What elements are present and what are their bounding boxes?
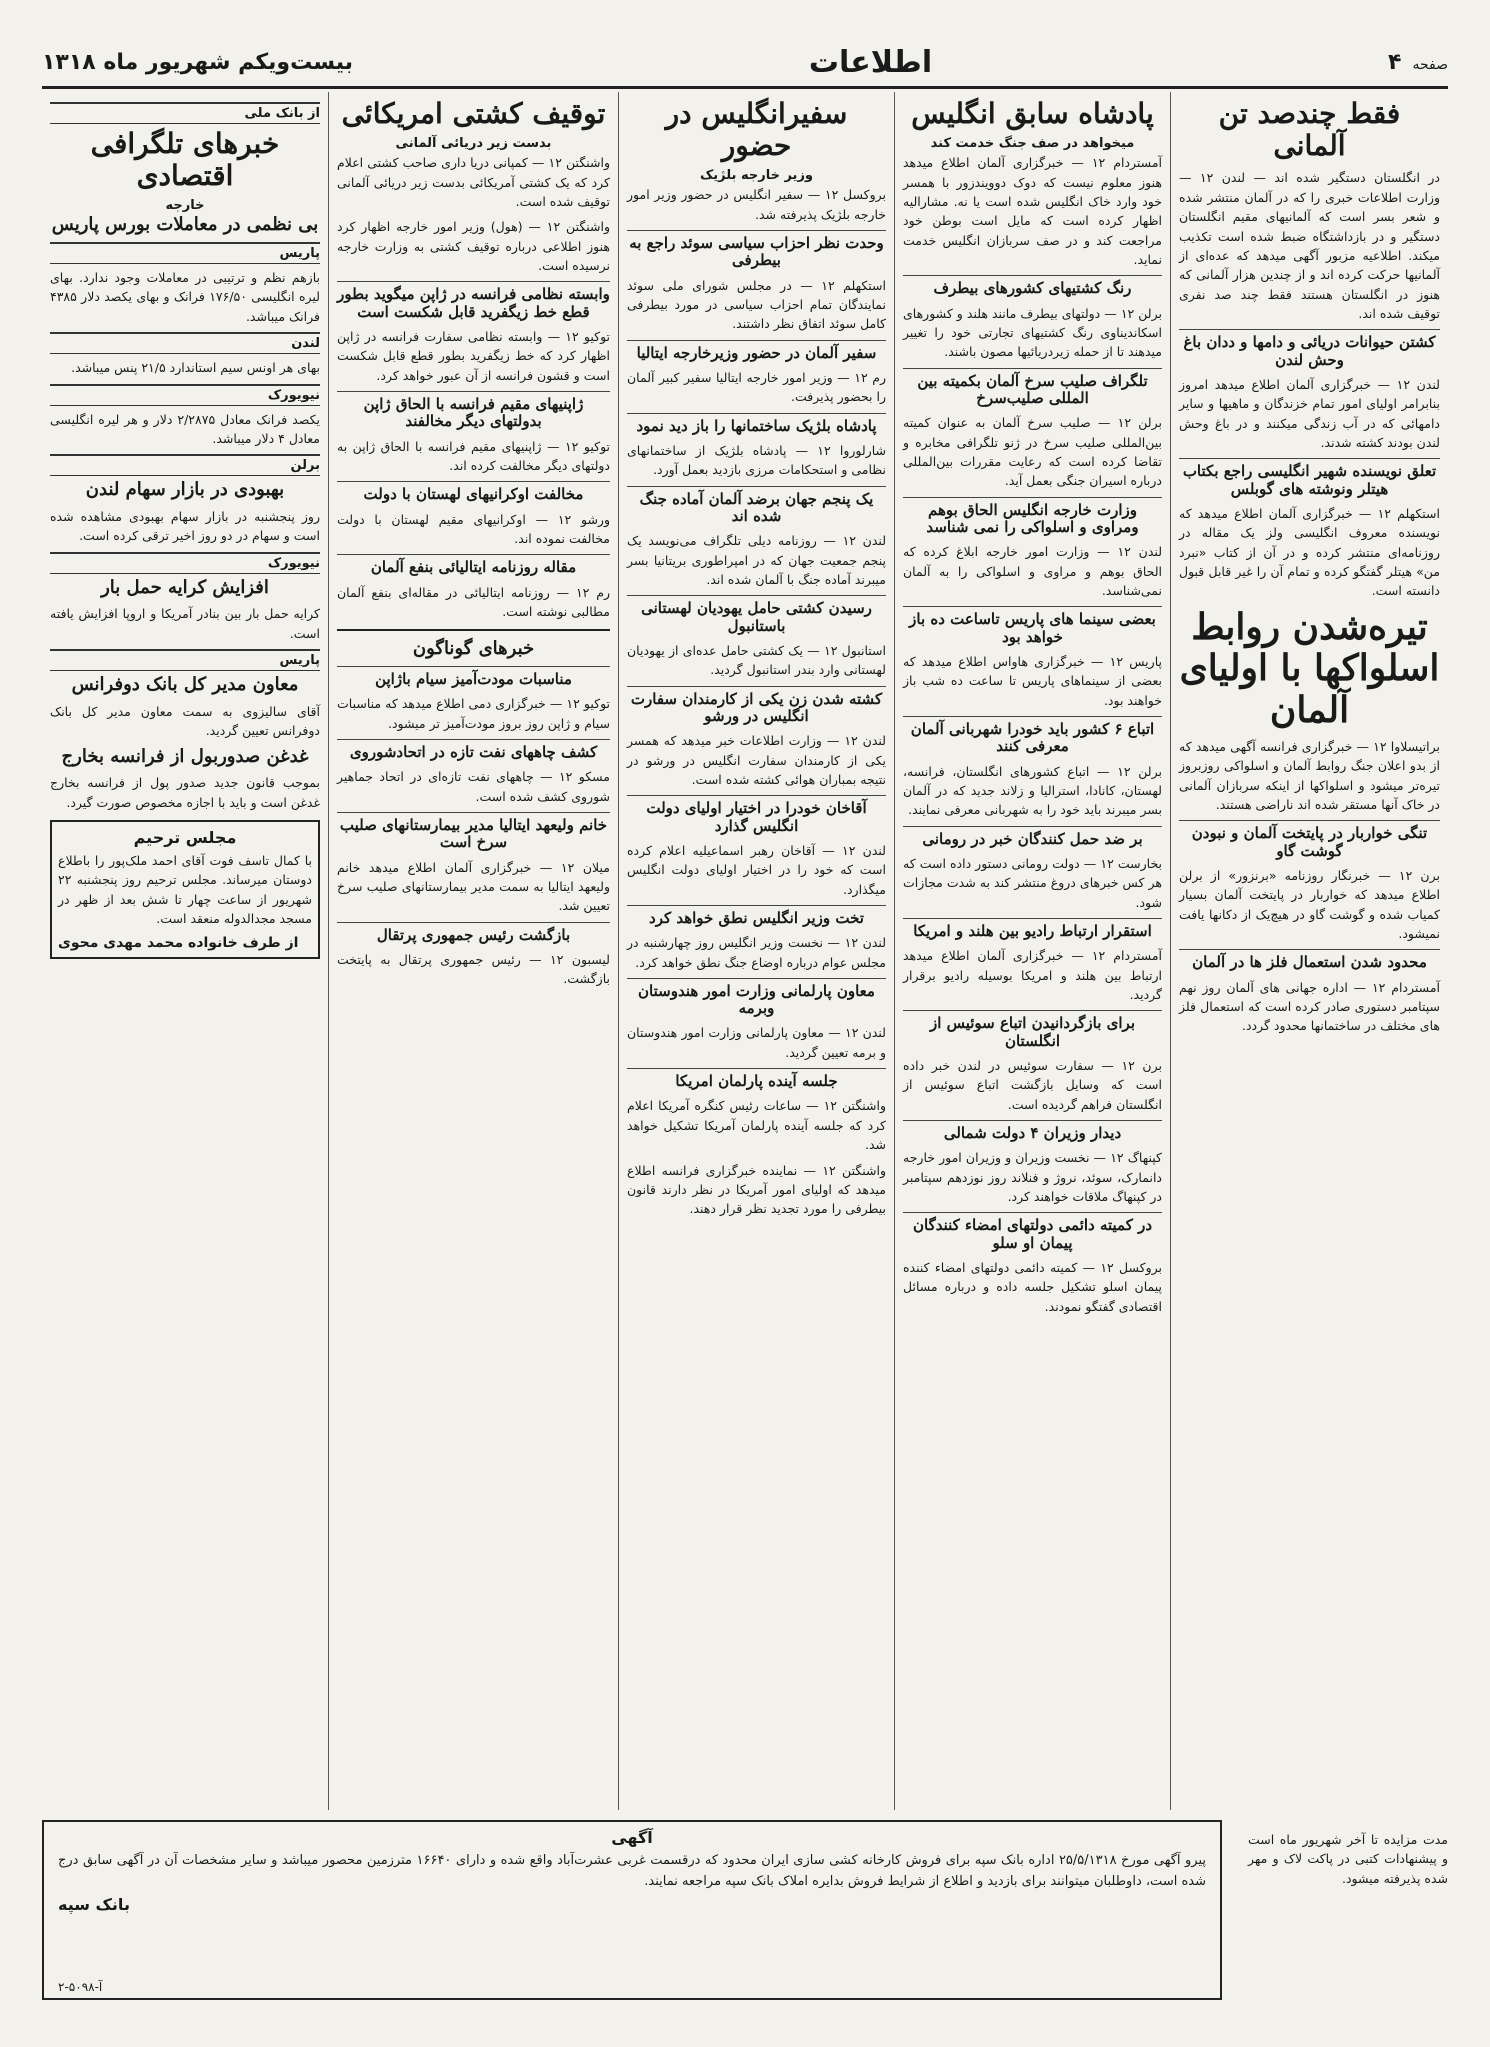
article-text: آمستردام ۱۲ — خبرگزاری آلمان اطلاع میدهد هنوز معلوم نیست که دوک دوویندزور با همسر خود وارد خاک انگلیس شده است یا نه. مشارالیه اظهار کرده است که مایل است بوطن خود مراجعت کند و در صف سربازان انگلیس خدمت نماید. [903,155,1163,268]
article-text: آقای سالیزوی به سمت معاون مدیر کل بانک دوفرانس تعیین گردید. [50,703,320,739]
article-text: شارلوروا ۱۲ — پادشاه بلژیک از ساختمانهای نظامی و استحکامات مرزی بازدید بعمل آورد. [627,443,886,478]
subheadline: وزیر خارجه بلژیک [699,168,814,184]
article-text: کپنهاگ ۱۲ — نخست وزیران و وزیران امور خارجه دانمارک، سوئد، نروژ و فنلاند روز نوزدهم سپتامبر در کپنهاگ ملاقات خواهند کرد. [903,1150,1162,1205]
headline: تعلق نویسنده شهیر انگلیسی راجع بکتاب هیتلر ونوشته های گوبلس [1179,458,1440,498]
headline: معاون مدیر کل بانک دوفرانس [71,674,299,696]
headline: بی نظمی در معاملات بورس پاریس [51,214,319,236]
headline: توقیف کشتی امریکائی [341,97,606,130]
article-text: پاریس ۱۲ — خبرگزاری هاواس اطلاع میدهد که بعضی از سینماهای پاریس تا ساعت ده شب باز خواهند بود. [903,653,1162,708]
article-text: ورشو ۱۲ — اوکرانیهای مقیم لهستان با دولت مخالفت نموده اند. [337,511,610,546]
article-text: لندن ۱۲ — وزارت اطلاعات خبر میدهد که همسر یکی از کارمندان سفارت انگلیس در ورشو در نتیجه بمباران هوائی کشته شده است. [627,733,886,787]
section-title: خبرهای گوناگون [412,638,535,660]
article-text: کرایه حمل بار بین بنادر آمریکا و اروپا افزایش یافته است. [50,606,320,641]
article-text: استکهلم ۱۲ — در مجلس شورای ملی سوئد نمایندگان تمام احزاب سیاسی در مورد بیطرفی کامل سوئد اتفاق نظر داشتند. [627,277,886,332]
article-text: واشنگتن ۱۲ — کمپانی دریا داری صاحب کشتی اعلام کرد که یک کشتی آمریکائی بدست زیر دریائی آلمانی توقیف شده است. [337,155,610,209]
paper-name: اطلاعات [808,44,933,80]
page-number: صفحه ۴ [1387,49,1448,75]
headline: جلسه آینده پارلمان امریکا [627,1068,886,1090]
ad-title: آگهی [611,1828,653,1847]
headline: بازگشت رئیس جمهوری پرتقال [337,922,610,944]
article-text: توکیو ۱۲ — خبرگزاری دمی اطلاع میدهد که مناسبات سیام و ژاپن روز بروز مودت‌آمیز تر میشود. [337,696,611,731]
article-text: لیسبون ۱۲ — رئیس جمهوری پرتقال به پایتخت بازگشت. [337,951,610,987]
headline: سفیرانگلیس در حضور [665,97,848,163]
headline: بهبودی در بازار سهام لندن [85,479,285,501]
city-label: پاریس [50,649,320,671]
article-text: میلان ۱۲ — خبرگزاری آلمان اطلاع میدهد خانم ولیعهد ایتالیا به سمت مدیر بیمارستانهای صلیب سرخ تعیین شد. [337,859,610,914]
article-text: توکیو ۱۲ — ژاپنیهای مقیم فرانسه با الحاق ژاپن به دولتهای دیگر مخالفت کرده اند. [337,438,611,473]
headline: بر ضد حمل کنندگان خبر در رومانی [903,826,1162,848]
headline: آقاخان خودرا در اختیار اولیای دولت انگلیس گذارد [627,795,886,835]
city-label: لندن [50,332,320,354]
ad-signature: بانک سپه [58,1894,130,1914]
article-text: لندن ۱۲ — نخست وزیر انگلیس روز چهارشنبه در مجلس عوام درباره اوضاع جنگ نطق خواهد کرد. [627,935,887,970]
article-text: استکهلم ۱۲ — خبرگزاری آلمان اطلاع میدهد که نویسنده معروف انگلیسی ولز یک مقاله در روزنامه‌ای منتشر کرده و در آن از کتاب «نبرد من» هیتلر گفتگو کرده و تمام آن را غیر قابل قبول دانسته است. [1179,505,1440,599]
article-text: بموجب قانون جدید صدور پول از فرانسه بخارج غدغن است و باید با اجازه مخصوص صورت گیرد. [50,775,320,810]
column-4 [328,92,618,1810]
headline: معاون پارلمانی وزارت امور هندوستان وبرمه [627,978,886,1018]
article-text: بروکسل ۱۲ — کمیته دائمی دولتهای امضاء کننده پیمان اسلو تشکیل جلسه داده و درباره مسائل اقتصادی گفتگو نمودند. [903,1259,1162,1314]
headline: خانم ولیعهد ایتالیا مدیر بیمارستانهای صلیب سرخ است [337,812,610,852]
headline: مناسبات مودت‌آمیز سیام باژاپن [337,666,610,688]
subheadline: خارجه [165,198,205,214]
column-1 [1170,92,1448,1810]
headline: افزایش کرایه حمل بار [101,576,269,598]
headline: رسیدن کشتی حامل یهودیان لهستانی باستانبول [627,595,886,635]
headline: مقاله روزنامه ایتالیائی بنفع آلمان [337,554,610,576]
article-text: واشنگتن ۱۲ — نماینده خبرگزاری فرانسه اطلاع میدهد که اولیای امور آمریکا در نظر دارند قانون بیطرفی را مورد تجدید نظر قرار دهند. [627,1162,887,1217]
headline: تیره‌شدن روابط اسلواکها با اولیای آلمان [1179,605,1440,731]
article-text: رم ۱۲ — وزیر امور خارجه ایتالیا سفیر کبیر آلمان را بحضور پذیرفت. [627,370,886,405]
headline: فقط چندصد تن آلمانی [1218,97,1401,163]
article-text: توکیو ۱۲ — وابسته نظامی سفارت فرانسه در ژاپن اظهار کرد که خط زیگفرید بطور قطع قابل شکست است و قشون فرانسه از آن عبور خواهد کرد. [337,328,611,383]
headline: ژاپنیهای مقیم فرانسه با الحاق ژاپن بدولتهای دیگر مخالفند [337,391,610,431]
columns [42,92,1448,1810]
masthead [42,38,1448,89]
city-label: نیویورک [50,384,320,406]
mourning-text: با کمال تاسف فوت آقای احمد ملک‌پور را باطلاع دوستان میرساند. مجلس ترحیم روز پنجشنبه ۲۲ شهریور از ساعت چهار تا شش بعد از ظهر در مسجد مجدالدوله منعقد است. [58,853,312,927]
article-text: رم ۱۲ — روزنامه ایتالیائی در مقاله‌ای بنفع آلمان مطالبی نوشته است. [337,584,610,619]
subheadline: بدست زیر دریائی آلمانی [395,136,552,152]
side-note: مدت مزایده تا آخر شهریور ماه است و پیشنهادات کتبی در پاکت لاک و مهر شده پذیرفته میشود. [1248,1832,1448,1886]
headline: پادشاه سابق انگلیس [911,97,1154,130]
headline: تلگراف صلیب سرخ آلمان بکمیته بین المللی صلیب‌سرخ [903,368,1162,408]
article-text: برن ۱۲ — خبرنگار روزنامه «برنزور» از برلن اطلاع میدهد که خواربار در پایتخت آلمان بسیار کمیاب شده و گوشت گاو در هیچ‌یک از دکانها یافت نمیشود. [1179,867,1440,942]
article-text: در انگلستان دستگیر شده اند — لندن ۱۲ — وزارت اطلاعات خبری را که در آلمان منتشر شده و شعر بسر است که آلمانیهای مقیم انگلستان دستگیر و در بازداشتگاه ضبط شده است تکذیب میکند. اطلاعیه مزبور آگهی میدهد که عده‌ای از آلمانیها حرکت کرده اند و از چندین هزار آلمانی که هنوز در انگلستان هستند فقط چند صد نفری توقیف شده اند. [1179,170,1440,321]
headline: وابسته نظامی فرانسه در ژاپن میگوید بطور قطع خط زیگفرید قابل شکست است [337,281,610,321]
headline: اتباع ۶ کشور باید خودرا شهربانی آلمان معرفی کنند [903,716,1162,756]
headline: کشتن حیوانات دریائی و دامها و ددان باغ وحش لندن [1179,329,1440,369]
article-text: لندن ۱۲ — وزارت امور خارجه ابلاغ کرده که الحاق بوهم و مراوی و اسلواکی را به آلمان نمی‌شناسد. [903,544,1163,599]
headline: بعضی سینما های پاریس تاساعت ده باز خواهد بود [903,606,1162,646]
subheadline: میخواهد در صف جنگ خدمت کند [930,136,1135,152]
mourning-title: مجلس ترحیم [133,828,237,848]
article-text: آمستردام ۱۲ — اداره جهانی های آلمان روز نهم سپتامبر دستوری صادر کرده است که استعمال فلز های مختلف در ساختمانها محدود گردد. [1179,979,1440,1034]
divider [337,629,610,631]
headline: کشف چاههای نفت تازه در اتحادشوروی [337,739,610,761]
article-text: لندن ۱۲ — روزنامه دیلی تلگراف می‌نویسد یک پنجم جمعیت جهان که در امپراطوری بریتانیا بسر میبرند آماده جنگ با آلمان شده اند. [627,533,887,587]
headline: پادشاه بلژیک ساختمانها را باز دید نمود [627,413,886,435]
article-text: واشنگتن ۱۲ — ساعات رئیس کنگره آمریکا اعلام کرد که جلسه آینده پارلمان آمریکا تشکیل خواهد شد. [627,1098,886,1153]
headline: برای بازگردانیدن اتباع سوئیس از انگلستان [903,1010,1162,1050]
headline: تخت وزیر انگلیس نطق خواهد کرد [627,905,886,927]
article-text: بخارست ۱۲ — دولت رومانی دستور داده است که هر کس خبرهای دروغ منتشر کند به شدت مجازات شود. [903,855,1162,910]
article-text: برلن ۱۲ — اتباع کشورهای انگلستان، فرانسه، لهستان، کانادا، استرالیا و زلاند جدید که در آلمان بسر میبرند باید خود را به شهربانی معرفی نمایند. [903,763,1162,818]
headline: تنگی خواربار در پایتخت آلمان و نبودن گوشت گاو [1179,820,1440,860]
issue-date: بیست‌ویکم شهریور ماه ۱۳۱۸ [42,49,354,75]
headline: محدود شدن استعمال فلز ها در آلمان [1179,949,1440,971]
ad-code: آ-۵۰۹۸-۲ [58,1980,103,1994]
headline: مخالفت اوکرانیهای لهستان با دولت [337,481,610,503]
headline: رنگ کشتیهای کشورهای بیطرف [903,275,1162,297]
article-text: بازهم نظم و ترتیبی در معاملات وجود ندارد. بهای لیره انگلیسی ۱۷۶/۵۰ فرانک و بهای یکصد دلار ۴۳۸۵ فرانک میباشد. [50,270,320,324]
column-3 [618,92,894,1810]
article-text: یکصد فرانک معادل ۲/۲۸۷۵ دلار و هر لیره انگلیسی معادل ۴ دلار میباشد. [50,411,320,446]
city-label: برلن [50,454,320,476]
headline: سفیر آلمان در حضور وزیرخارجه ایتالیا [627,340,886,362]
city-label: نیویورک [50,552,320,574]
headline: در کمیته دائمی دولتهای امضاء کنندگان پیمان او سلو [903,1212,1162,1252]
headline: یک پنجم جهان برضد آلمان آماده جنگ شده اند [627,486,886,526]
headline: غدغن صدوربول از فرانسه بخارج [61,745,309,767]
headline: دیدار وزیران ۴ دولت شمالی [903,1120,1162,1142]
section-label: از بانک ملی [50,102,320,124]
article-text: آمستردام ۱۲ — خبرگزاری آلمان اطلاع میدهد ارتباط بین هلند و امریکا بوسیله رادیو برقرار گردید. [903,948,1163,1003]
article-text: واشنگتن ۱۲ — (هول) وزیر امور خارجه اظهار کرد هنوز اطلاعی درباره توقیف کشتی به وزارت خارجه نرسیده است. [337,219,610,274]
article-text: براتیسلاوا ۱۲ — خبرگزاری فرانسه آگهی میدهد که از بدو اعلان جنگ روابط آلمان و اسلواکی روزبروز تیره‌تر میشود و اسلواکها از اینکه سربازان آلمانی در خاک آنها مستقر شده اند ناراضی هستند. [1179,738,1440,813]
article-text: لندن ۱۲ — معاون پارلمانی وزارت امور هندوستان و برمه تعیین گردید. [627,1025,886,1060]
mourning-signature: از طرف خانواده محمد مهدی محوی [58,934,299,951]
headline: کشته شدن زن یکی از کارمندان سفارت انگلیس در ورشو [627,686,886,726]
headline: استقرار ارتباط رادیو بین هلند و امریکا [903,918,1162,940]
article-text: برلن ۱۲ — صلیب سرخ آلمان به عنوان کمیته بین‌المللی صلیب سرخ در ژنو تلگرافی مخابره و تقاضا کرده است که رعایت مقررات بین‌المللی درباره اسیران جنگی بعمل آید. [903,415,1162,489]
column-5 [42,92,328,1810]
article-text: برن ۱۲ — سفارت سوئیس در لندن خبر داده است که وسایل بازگشت اتباع سوئیس از انگلستان فراهم گردیده است. [903,1057,1162,1112]
article-text: لندن ۱۲ — آقاخان رهبر اسماعیلیه اعلام کرده است که خود را در اختیار اولیای دولت انگلیس میگذارد. [627,842,886,897]
article-text: لندن ۱۲ — خبرگزاری آلمان اطلاع میدهد امروز بنابرامر اولیای امور تمام خزندگان و ماهیها و سایر دامهائی که در آب زندگی میکنند و در باغ وحش لندن بودند کشته شدند. [1179,376,1440,450]
headline: خبرهای تلگرافی اقتصادی [90,127,280,193]
column-2 [894,92,1170,1810]
article-text: بهای هر اونس سیم استاندارد ۲۱/۵ پنس میباشد. [71,360,320,376]
city-label: پاریس [50,242,320,264]
mourning-notice [50,820,320,959]
headline: وحدت نظر احزاب سیاسی سوئد راجع به بیطرفی [627,230,886,270]
advertisement [42,1820,1222,2000]
headline: وزارت خارجه انگلیس الحاق بوهم ومراوی و اسلواکی را نمی شناسد [903,497,1162,537]
article-text: استانبول ۱۲ — یک کشتی حامل عده‌ای از یهودیان لهستانی وارد بندر استانبول گردید. [627,642,886,678]
article-text: روز پنجشنبه در بازار سهام بهبودی مشاهده شده است و سهام در دو روز اخیر ترقی کرده است. [50,509,320,544]
ad-text: پیرو آگهی مورخ ۲۵/۵/۱۳۱۸ اداره بانک سپه برای فروش کارخانه کشی سازی ایران محدود که درقسمت غربی عشرت‌آباد واقع شده و دارای ۱۶۶۴۰ مترزمین محصور میباشد و سایر مشخصات آن در آگهی سابق درج شده است، داوطلبان میتوانند برای بازدید و اطلاع از شرایط فروش بدایره املاک بانک سپه مراجعه نمایند. [58,1853,1206,1889]
article-text: بروکسل ۱۲ — سفیر انگلیس در حضور وزیر امور خارجه بلژیک پذیرفته شد. [627,187,886,222]
article-text: مسکو ۱۲ — چاههای نفت تازه‌ای در اتحاد جماهیر شوروی کشف شده است. [337,769,610,804]
article-text: برلن ۱۲ — دولتهای بیطرف مانند هلند و کشورهای اسکاندیناوی رنگ کشتیهای تجارتی خود را تغییر میدهند تا از حمله زیردریائیها مصون باشند. [903,305,1162,360]
